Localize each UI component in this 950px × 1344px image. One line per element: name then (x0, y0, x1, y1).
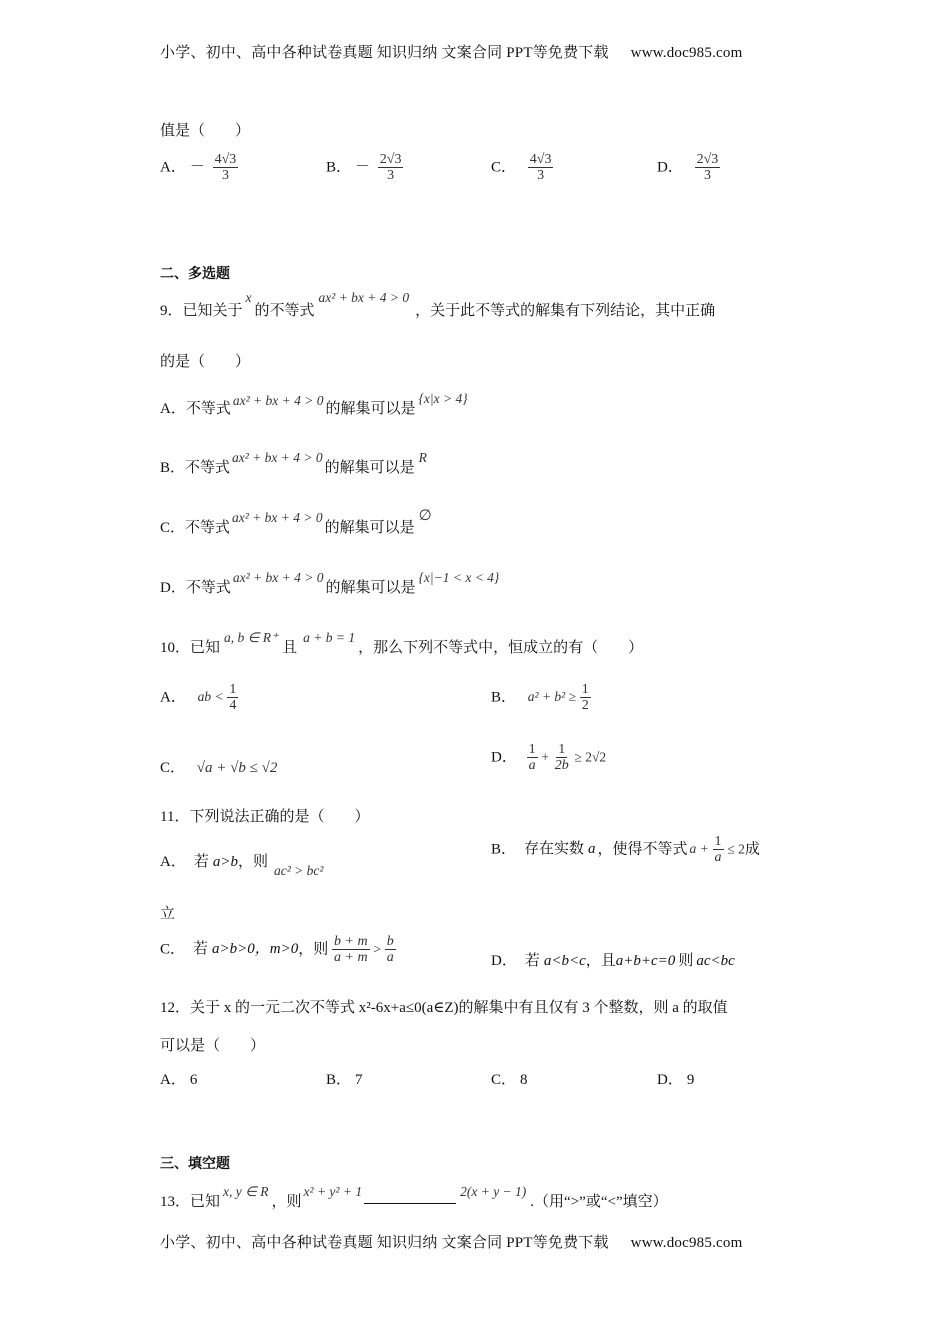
header-site: www.doc985.com (630, 45, 743, 61)
q12-option-a (160, 1068, 197, 1089)
frac-den: 3 (537, 168, 545, 184)
option-label: B． (326, 1072, 352, 1088)
option-text: 存在实数 (524, 841, 585, 858)
option-inequality: ax² + bx + 4 > 0 (232, 393, 324, 408)
option-label: B． (160, 460, 186, 476)
page-header (160, 41, 742, 62)
option-text-2: ，且 (585, 953, 616, 969)
frac-den: 4 (229, 698, 237, 714)
option-label: A． (160, 401, 186, 417)
q9-stem-2: 的不等式 (254, 303, 315, 319)
q10-option-b (491, 682, 591, 714)
section-title-fill-blank: 三、填空题 (160, 1156, 230, 1172)
q12-option-d (657, 1068, 694, 1089)
frac-den: a (714, 850, 722, 866)
q13-stem-1: 13．已知 (160, 1194, 221, 1210)
option-condition-1: a<b<c (543, 953, 586, 969)
option-value: 7 (355, 1072, 363, 1088)
option-sign: － (355, 159, 371, 176)
q9-stem (160, 288, 715, 328)
q13-lhs: x² + y² + 1 (303, 1184, 363, 1199)
q13-stem-2: ，则 (271, 1194, 302, 1210)
option-gt: > (373, 941, 381, 957)
option-mid: 的解集可以是 (325, 401, 416, 417)
option-condition-2: a+b+c=0 (615, 953, 676, 969)
option-fraction (528, 152, 554, 184)
frac-num: b + m (334, 934, 368, 949)
header-text: 小学、初中、高中各种试卷真题 知识归纳 文案合同 PPT等免费下载 (160, 45, 609, 61)
q9-stem-3: ，关于此不等式的解集有下列结论，其中正确 (415, 303, 716, 319)
q13-stem-3: .（用“>”或“<”填空） (530, 1194, 668, 1210)
option-prefix: 不等式 (185, 520, 231, 536)
option-mid: 的解集可以是 (325, 580, 416, 596)
option-prefix: 不等式 (185, 401, 231, 417)
q12-option-c (491, 1068, 528, 1089)
option-text-2: ，则 (298, 941, 329, 958)
q11-option-c (160, 934, 396, 966)
option-fraction (695, 152, 721, 184)
option-label: D． (491, 749, 517, 766)
frac-den: 2 (581, 698, 589, 714)
option-fraction (378, 152, 404, 184)
option-label: D． (657, 159, 683, 176)
q11-option-a (160, 850, 323, 880)
q10-cond-2: a + b = 1 (303, 630, 356, 645)
option-conclusion: ac<bc (696, 953, 735, 969)
option-plus: + (541, 749, 549, 765)
option-set: R (418, 450, 427, 465)
option-label: D． (160, 580, 186, 596)
option-label: D． (657, 1072, 683, 1088)
option-prefix: 不等式 (185, 460, 231, 476)
option-label: D． (491, 953, 517, 969)
option-fraction-2 (553, 742, 571, 774)
option-label: A． (160, 689, 186, 706)
q10-stem-1: 10．已知 (160, 640, 221, 656)
option-text: 若 (193, 854, 209, 870)
page-footer (160, 1231, 742, 1252)
q9-inequality: ax² + bx + 4 > 0 (318, 290, 410, 305)
option-set: {x|x > 4} (418, 391, 468, 406)
q12-option-b (326, 1068, 363, 1089)
frac-num: 4√3 (529, 152, 552, 167)
q8-option-a (160, 152, 238, 184)
option-lhs: a² + b² ≥ (527, 689, 577, 705)
frac-den: 3 (703, 168, 711, 184)
option-lhs: ab < (197, 689, 224, 705)
q8-option-d (657, 152, 720, 184)
frac-num: 1 (229, 682, 237, 697)
option-text-2: ，则 (237, 854, 268, 870)
q9-option-c (160, 504, 432, 544)
q8-tail: 值是（ ） (160, 123, 251, 139)
option-set: ∅ (418, 508, 432, 524)
q8-option-c (491, 152, 553, 184)
q13-answer-blank[interactable] (364, 1189, 456, 1204)
option-text: 若 (193, 941, 209, 958)
q10-stem-3: ，那么下列不等式中，恒成立的有（ ） (358, 640, 644, 656)
option-value: 9 (686, 1072, 695, 1088)
q12-stem-line1: 12．关于 x 的一元二次不等式 x²-6x+a≤0(a∈Z)的解集中有且仅有 3 个整数，则 a 的取值 (160, 1000, 728, 1016)
footer-site: www.doc985.com (630, 1235, 743, 1251)
option-expression: ac² > bc² (274, 863, 324, 878)
q13-stem (160, 1178, 668, 1214)
q10-option-d (491, 742, 606, 774)
option-label: C． (160, 941, 186, 958)
option-text-3: 成 (744, 841, 760, 858)
option-rhs: ≤ 2 (727, 841, 745, 857)
option-label: A． (160, 1072, 186, 1088)
option-var: a (588, 841, 596, 858)
q9-var-x: x (245, 290, 252, 305)
q10-option-a (160, 682, 238, 714)
q11-stem: 11．下列说法正确的是（ ） (160, 809, 370, 825)
option-fraction-1 (527, 742, 538, 774)
option-text: 若 (524, 953, 540, 969)
q9-option-d (160, 564, 499, 604)
q13-rhs: 2(x + y − 1) (460, 1184, 527, 1199)
option-label: C． (160, 760, 186, 776)
option-expression: √a + √b ≤ √2 (196, 760, 278, 776)
frac-den: 3 (221, 168, 229, 184)
footer-text: 小学、初中、高中各种试卷真题 知识归纳 文案合同 PPT等免费下载 (160, 1235, 609, 1251)
option-label: B． (491, 689, 517, 706)
option-sign: － (189, 159, 205, 176)
q8-option-b (326, 152, 403, 184)
option-mid: 的解集可以是 (324, 520, 415, 536)
q9-stem-1: 9．已知关于 (160, 303, 243, 319)
option-inequality: ax² + bx + 4 > 0 (232, 570, 324, 585)
q13-condition: x, y ∈ R (223, 1184, 269, 1199)
q10-option-c (160, 756, 277, 777)
option-text-3: 则 (678, 953, 694, 969)
option-mid: 的解集可以是 (324, 460, 415, 476)
q9-stem-end: 的是（ ） (160, 354, 251, 370)
option-fraction (580, 682, 591, 714)
frac-den: 3 (387, 168, 395, 184)
option-rhs: ≥ 2√2 (574, 749, 607, 765)
option-lhs: a + (689, 841, 709, 857)
option-fraction (213, 152, 239, 184)
option-value: 6 (189, 1072, 198, 1088)
q9-option-a (160, 385, 468, 425)
option-condition: a>b>0，m>0 (212, 941, 299, 958)
q10-cond-1: a, b ∈ R⁺ (224, 630, 279, 645)
option-fraction (713, 834, 724, 866)
option-fraction-2 (385, 934, 396, 966)
option-inequality: ax² + bx + 4 > 0 (232, 450, 323, 465)
frac-den: 2b (554, 758, 569, 774)
q11-option-b-wrap: 立 (160, 906, 176, 922)
frac-num: 4√3 (214, 152, 237, 167)
option-condition: a>b (212, 854, 238, 870)
option-fraction (227, 682, 238, 714)
frac-num: b (386, 934, 394, 949)
frac-num: 1 (528, 742, 536, 757)
option-fraction-1 (332, 934, 370, 966)
option-label: A． (160, 854, 186, 870)
option-value: 8 (520, 1072, 528, 1088)
frac-den: a + m (334, 950, 368, 966)
frac-den: a (386, 950, 394, 966)
q11-option-b (491, 834, 760, 866)
frac-num: 2√3 (379, 152, 402, 167)
option-label: B． (326, 159, 352, 176)
frac-num: 1 (558, 742, 566, 757)
option-set: {x|−1 < x < 4} (418, 570, 500, 585)
q9-option-b (160, 444, 427, 484)
option-inequality: ax² + bx + 4 > 0 (232, 510, 323, 525)
q11-option-d (491, 949, 735, 970)
frac-den: a (528, 758, 536, 774)
option-prefix: 不等式 (185, 580, 231, 596)
q10-stem-2: 且 (282, 640, 298, 656)
frac-num: 2√3 (696, 152, 719, 167)
option-label: B． (491, 841, 517, 858)
option-label: C． (491, 1072, 517, 1088)
option-text-2: ，使得不等式 (597, 841, 688, 858)
frac-num: 1 (714, 834, 722, 849)
q12-stem-line2: 可以是（ ） (160, 1038, 266, 1054)
option-label: C． (491, 159, 517, 176)
q10-stem (160, 624, 643, 664)
frac-num: 1 (581, 682, 589, 697)
option-label: A． (160, 159, 186, 176)
option-label: C． (160, 520, 186, 536)
section-title-multi-choice: 二、多选题 (160, 266, 230, 282)
